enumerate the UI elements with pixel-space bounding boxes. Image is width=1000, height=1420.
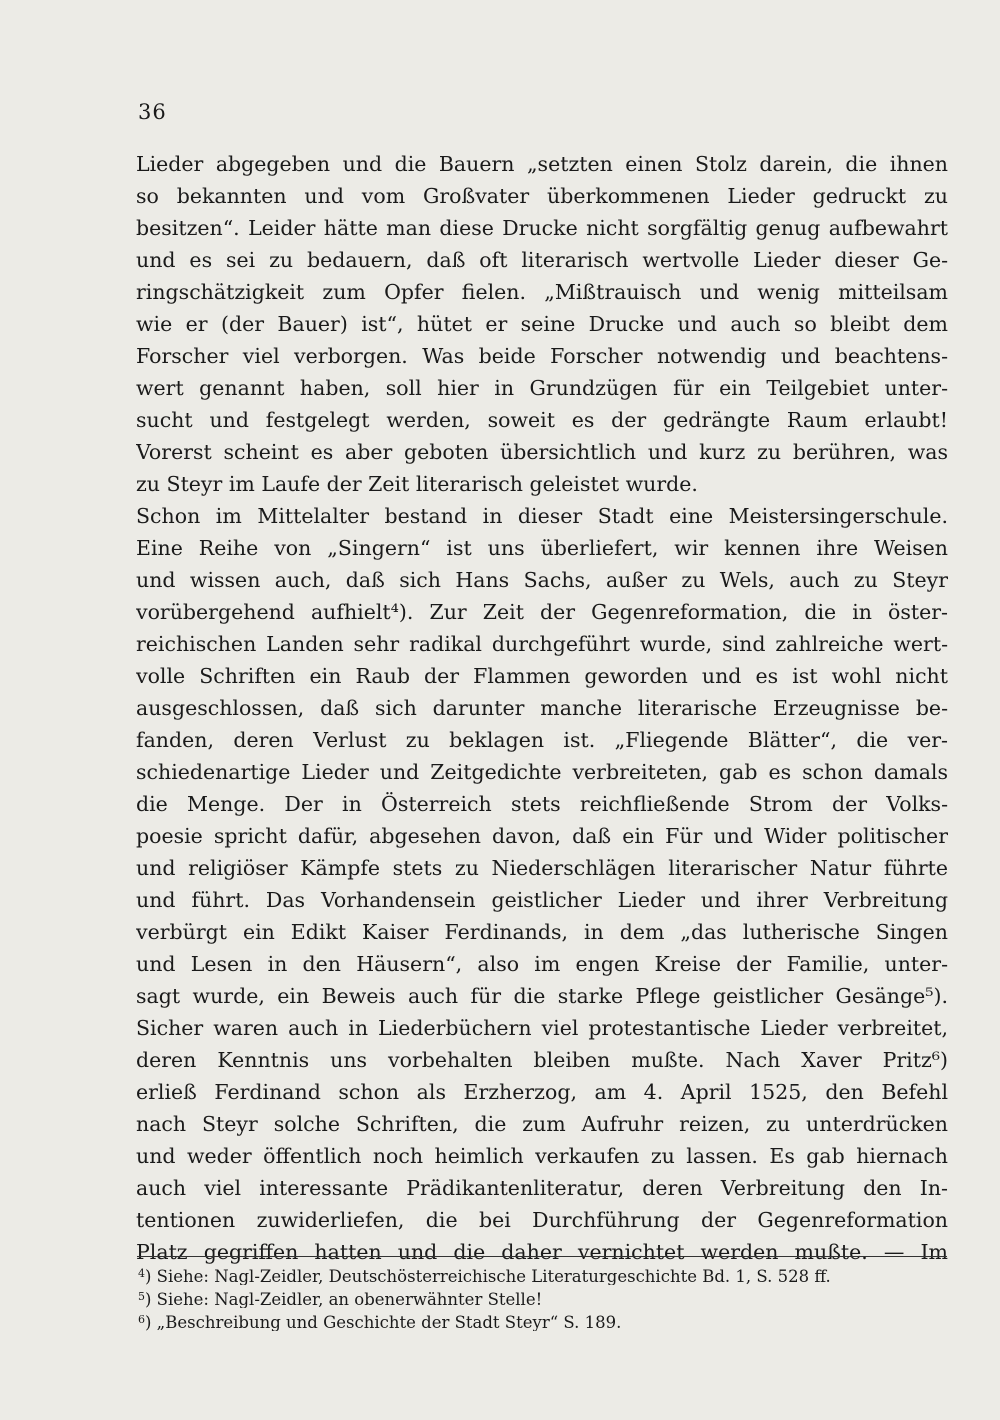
- text-line: die Menge. Der in Österreich stets reichfließende Strom der Volks-: [136, 792, 948, 816]
- text-line: erließ Ferdinand schon als Erzherzog, am 4. April 1525, den Befehl: [136, 1080, 948, 1104]
- text-line: auch viel interessante Prädikantenliteratur, deren Verbreitung den In-: [136, 1176, 948, 1200]
- text-line: so bekannten und vom Großvater überkommenen Lieder gedruckt zu: [136, 184, 948, 208]
- text-line: schiedenartige Lieder und Zeitgedichte verbreiteten, gab es schon damals: [136, 760, 948, 784]
- footnote-text: ) „Beschreibung und Geschichte der Stadt Steyr“ S. 189.: [145, 1313, 622, 1331]
- text-line: sagt wurde, ein Beweis auch für die starke Pflege geistlicher Gesänge⁵).: [136, 984, 948, 1008]
- text-line: fanden, deren Verlust zu beklagen ist. „Fliegende Blätter“, die ver-: [136, 728, 948, 752]
- text-line: und Lesen in den Häusern“, also im engen Kreise der Familie, unter-: [136, 952, 948, 976]
- footnote-marker: 4: [138, 1267, 145, 1280]
- text-line: deren Kenntnis uns vorbehalten bleiben mußte. Nach Xaver Pritz⁶): [136, 1048, 948, 1072]
- text-line: poesie spricht dafür, abgesehen davon, daß ein Für und Wider politischer: [136, 824, 948, 848]
- text-line: verbürgt ein Edikt Kaiser Ferdinands, in dem „das lutherische Singen: [136, 920, 948, 944]
- text-line: Vorerst scheint es aber geboten übersichtlich und kurz zu berühren, was: [136, 440, 948, 464]
- text-line: Sicher waren auch in Liederbüchern viel protestantische Lieder verbreitet,: [136, 1016, 948, 1040]
- text-line: ringschätzigkeit zum Opfer fielen. „Mißtrauisch und wenig mitteilsam: [136, 280, 948, 304]
- text-line: Forscher viel verborgen. Was beide Forscher notwendig und beachtens-: [136, 344, 948, 368]
- text-line: und weder öffentlich noch heimlich verkaufen zu lassen. Es gab hiernach: [136, 1144, 948, 1168]
- footnote: [138, 1308, 948, 1331]
- text-line: reichischen Landen sehr radikal durchgeführt wurde, sind zahlreiche wert-: [136, 632, 948, 656]
- text-line: zu Steyr im Laufe der Zeit literarisch geleistet wurde.: [136, 472, 698, 496]
- footnote-marker: 6: [138, 1313, 145, 1326]
- footnote: [138, 1262, 948, 1285]
- text-line: Schon im Mittelalter bestand in dieser Stadt eine Meistersingerschule.: [136, 504, 948, 528]
- text-line: wert genannt haben, soll hier in Grundzügen für ein Teilgebiet unter-: [136, 376, 948, 400]
- footnotes: [138, 1262, 948, 1331]
- paragraph-1: [136, 148, 948, 500]
- page-number: 36: [138, 100, 167, 124]
- text-line: nach Steyr solche Schriften, die zum Aufruhr reizen, zu unterdrücken: [136, 1112, 948, 1136]
- text-line: und führt. Das Vorhandensein geistlicher Lieder und ihrer Verbreitung: [136, 888, 948, 912]
- text-line: und wissen auch, daß sich Hans Sachs, außer zu Wels, auch zu Steyr: [136, 568, 948, 592]
- footnote-marker: 5: [138, 1290, 145, 1303]
- text-line: ausgeschlossen, daß sich darunter manche literarische Erzeugnisse be-: [136, 696, 948, 720]
- text-line: sucht und festgelegt werden, soweit es der gedrängte Raum erlaubt!: [136, 408, 948, 432]
- text-line: wie er (der Bauer) ist“, hütet er seine Drucke und auch so bleibt dem: [136, 312, 948, 336]
- text-line: Lieder abgegeben und die Bauern „setzten einen Stolz darein, die ihnen: [136, 152, 948, 176]
- text-line: tentionen zuwiderliefen, die bei Durchführung der Gegenreformation: [136, 1208, 948, 1232]
- footnote-text: ) Siehe: Nagl-Zeidler, an obenerwähnter Stelle!: [145, 1290, 543, 1308]
- text-line: und religiöser Kämpfe stets zu Niederschlägen literarischer Natur führte: [136, 856, 948, 880]
- text-line: Platz gegriffen hatten und die daher vernichtet werden mußte. — Im: [136, 1240, 948, 1264]
- footnote-divider: [137, 1256, 947, 1257]
- text-line: und es sei zu bedauern, daß oft literarisch wertvolle Lieder dieser Ge-: [136, 248, 948, 272]
- paragraph-2: [136, 500, 948, 1268]
- body-text: [136, 148, 948, 1268]
- text-line: Eine Reihe von „Singern“ ist uns überliefert, wir kennen ihre Weisen: [136, 536, 948, 560]
- text-line: vorübergehend aufhielt⁴). Zur Zeit der Gegenreformation, die in öster-: [136, 600, 948, 624]
- text-line: besitzen“. Leider hätte man diese Drucke nicht sorgfältig genug aufbewahrt: [136, 216, 948, 240]
- text-line: volle Schriften ein Raub der Flammen geworden und es ist wohl nicht: [136, 664, 948, 688]
- footnote: [138, 1285, 948, 1308]
- footnote-text: ) Siehe: Nagl-Zeidler, Deutschösterreichische Literaturgeschichte Bd. 1, S. 528 ff.: [145, 1267, 831, 1285]
